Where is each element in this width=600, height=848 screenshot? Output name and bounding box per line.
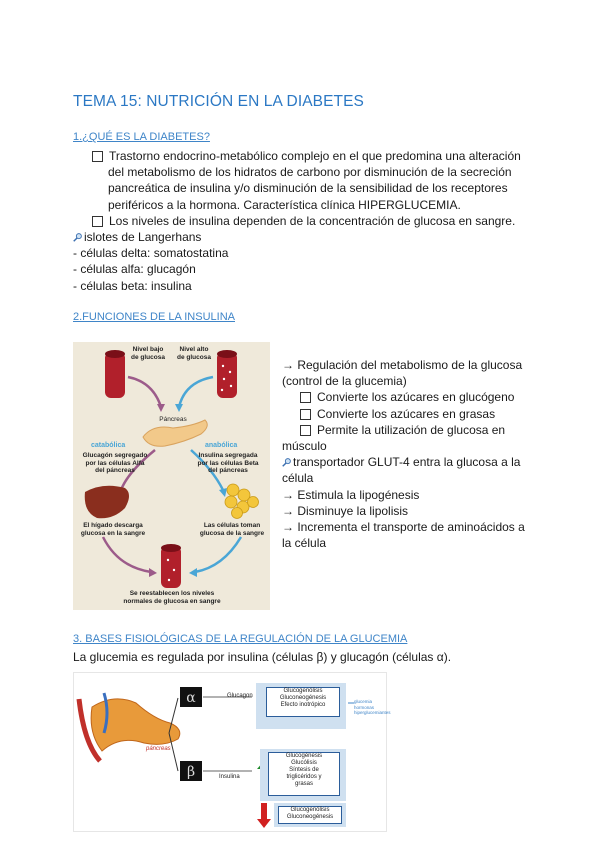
side-note: glucemia hormonas hiperglucemiantes — [354, 699, 391, 715]
fat-cells-icon — [225, 484, 259, 519]
catabolic-label: catabólica — [91, 442, 126, 449]
section2-heading[interactable]: 2.FUNCIONES DE LA INSULINA — [73, 311, 235, 323]
pancreas-label: páncreas — [146, 746, 171, 752]
cell-item: - células beta: insulina — [73, 278, 192, 293]
page-title: TEMA 15: NUTRICIÓN EN LA DIABETES — [73, 93, 364, 110]
function-sub-cont: músculo — [282, 439, 327, 454]
function-line: → Estimula la lipogénesis — [282, 487, 420, 502]
cell-item: - células alfa: glucagón — [73, 262, 196, 277]
function-line: (control de la glucemia) — [282, 374, 407, 389]
glucemia-regulation-diagram — [73, 672, 391, 832]
pancreas-icon — [143, 420, 207, 446]
cells-take-label: Las células toman glucosa de la sangre — [199, 522, 265, 537]
function-line: → Disminuye la lipolisis — [282, 503, 409, 518]
liver-icon — [85, 486, 129, 519]
section3-heading[interactable]: 3. BASES FISIOLÓGICAS DE LA REGULACIÓN DE LA GLUCEMIA — [73, 633, 408, 645]
magnifier-icon — [282, 458, 291, 467]
glut-text: transportador GLUT-4 entra la glucosa a la — [293, 455, 521, 470]
bullet1-line: del metabolismo de los hidratos de carbono por disminución de la secreción — [108, 165, 512, 180]
function-sub: Convierte los azúcares en glucógeno — [317, 390, 515, 405]
glut-text: célula — [282, 471, 314, 486]
high-glucose-label: Nivel alto de glucosa — [177, 346, 211, 361]
blood-vessel-normal-icon — [161, 544, 181, 588]
insulina-label: Insulina — [219, 774, 240, 780]
checkbox-icon — [92, 151, 103, 162]
insulin-effects-box: Glucogénesis Glucólisis Síntesis de triglicéridos y grasas — [268, 752, 340, 796]
bullet1-line: periféricos a la hormona. Característica clínica HIPERGLUCEMIA. — [108, 197, 461, 212]
glucagon-label: Glucagon — [227, 693, 253, 699]
glucagon-effects-box: Glucogenólisis Gluconeogénesis Efecto inotrópico — [266, 687, 340, 717]
function-line: → Incrementa el transporte de aminoácidos a — [282, 520, 525, 535]
function-sub: Permite la utilización de glucosa en — [317, 422, 506, 437]
checkbox-icon — [300, 392, 311, 403]
section3-text: La glucemia es regulada por insulina (células β) y glucagón (células α). — [73, 650, 452, 664]
low-glucose-label: Nivel bajo de glucosa — [131, 346, 165, 361]
function-sub: Convierte los azúcares en grasas — [317, 406, 496, 421]
cell-item: - células delta: somatostatina — [73, 246, 229, 261]
glucagon-label: Glucagón segregado por las células Alfa del páncreas — [82, 452, 148, 474]
bullet1-line: Trastorno endocrino-metabólico complejo en el que predomina una alteración — [109, 149, 521, 163]
pancreas-label: Páncreas — [159, 416, 187, 423]
bullet2-text: Los niveles de insulina dependen de la concentración de glucosa en sangre. — [109, 213, 516, 228]
insulin-inhibits-box: Glucogenólisis Gluconeogénesis — [278, 806, 342, 824]
diagram-graphics — [73, 342, 270, 610]
section1-heading[interactable]: 1.¿QUÉ ES LA DIABETES? — [73, 131, 210, 143]
section1-bullet1 — [92, 148, 532, 229]
liver-label: El hígado descarga glucosa en la sangre — [80, 522, 146, 537]
svg-text:β: β — [186, 764, 196, 780]
restore-label: Se reestablecen los niveles normales de glucosa en sangre — [123, 590, 221, 605]
blood-vessel-high-icon — [217, 350, 237, 398]
insulin-glucagon-diagram — [73, 342, 270, 610]
anabolic-label: anabólica — [205, 442, 238, 449]
islets-text: islotes de Langerhans — [84, 230, 202, 244]
checkbox-icon — [300, 409, 311, 420]
checkbox-icon — [300, 425, 311, 436]
function-line: la célula — [282, 536, 327, 551]
insulin-functions — [282, 357, 542, 551]
function-line: → Regulación del metabolismo de la glucosa — [282, 358, 523, 372]
svg-text:α: α — [186, 690, 196, 706]
insulin-label: Insulina segregada por las células Beta del páncreas — [197, 452, 259, 474]
islets-block — [73, 229, 373, 294]
bullet1-line: pancreática de insulina y/o disminución de la sensibilidad de los receptores — [108, 181, 508, 196]
checkbox-icon — [92, 216, 103, 227]
magnifier-icon — [73, 233, 82, 242]
